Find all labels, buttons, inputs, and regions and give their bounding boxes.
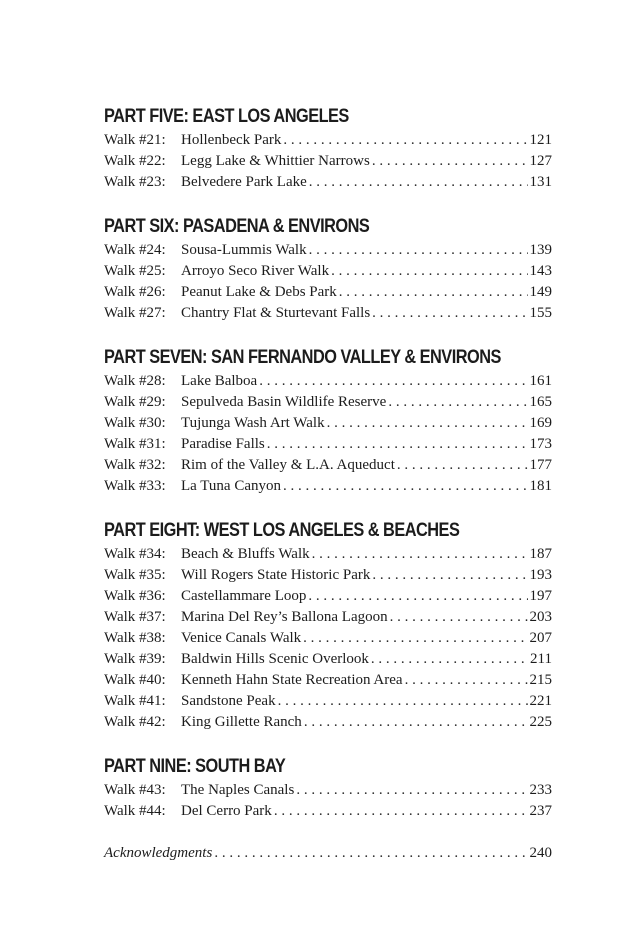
page-number: 169	[529, 415, 552, 431]
toc-entry[interactable]	[104, 371, 552, 392]
toc-entry[interactable]	[104, 172, 552, 193]
part-title: PART EIGHT: WEST LOS ANGELES & BEACHES	[104, 520, 460, 541]
walk-title: Belvedere Park Lake	[181, 174, 307, 190]
dot-leader	[308, 586, 527, 607]
walk-title: Baldwin Hills Scenic Overlook	[181, 651, 369, 667]
toc-entry[interactable]	[104, 130, 552, 151]
walk-number: Walk #26:	[104, 284, 166, 300]
walk-title: Tujunga Wash Art Walk	[181, 415, 325, 431]
walk-title: Legg Lake & Whittier Narrows	[181, 153, 370, 169]
toc-entry[interactable]	[104, 586, 552, 607]
toc-entry[interactable]	[104, 670, 552, 691]
toc-entry[interactable]	[104, 565, 552, 586]
walk-title: King Gillette Ranch	[181, 714, 302, 730]
toc-entry[interactable]	[104, 282, 552, 303]
page-number: 187	[529, 546, 552, 562]
toc-entry[interactable]	[104, 544, 552, 565]
toc-entry[interactable]	[104, 151, 552, 172]
dot-leader	[405, 670, 528, 691]
page-number: 127	[529, 153, 552, 169]
page-number: 165	[529, 394, 552, 410]
toc-entry[interactable]	[104, 261, 552, 282]
walk-number: Walk #42:	[104, 714, 166, 730]
dot-leader	[278, 691, 528, 712]
walk-title: Lake Balboa	[181, 373, 258, 389]
walk-number: Walk #38:	[104, 630, 166, 646]
page-number: 215	[529, 672, 552, 688]
page-number: 155	[529, 305, 552, 321]
walk-number: Walk #43:	[104, 782, 166, 798]
dot-leader	[390, 607, 528, 628]
toc-entry[interactable]	[104, 801, 552, 822]
page-number: 149	[529, 284, 552, 300]
walk-title: Rim of the Valley & L.A. Aqueduct	[181, 457, 395, 473]
page-number: 197	[529, 588, 552, 604]
dot-leader	[372, 303, 527, 324]
walk-number: Walk #37:	[104, 609, 166, 625]
walk-number: Walk #28:	[104, 373, 166, 389]
walk-title: Castellammare Loop	[181, 588, 307, 604]
toc-part	[104, 214, 552, 324]
dot-leader	[267, 434, 528, 455]
walk-number: Walk #36:	[104, 588, 166, 604]
toc-entry[interactable]	[104, 691, 552, 712]
walk-title: Kenneth Hahn State Recreation Area	[181, 672, 403, 688]
walk-title: Will Rogers State Historic Park	[181, 567, 371, 583]
toc-entry-acknowledgments[interactable]	[104, 843, 552, 864]
toc-part	[104, 754, 552, 822]
dot-leader	[303, 628, 527, 649]
toc-entry[interactable]	[104, 240, 552, 261]
part-title: PART NINE: SOUTH BAY	[104, 756, 286, 777]
page-number: 221	[529, 693, 552, 709]
walk-number: Walk #22:	[104, 153, 166, 169]
table-of-contents	[104, 104, 552, 864]
walk-number: Walk #41:	[104, 693, 166, 709]
page-number: 193	[529, 567, 552, 583]
page-number: 181	[529, 478, 552, 494]
part-title: PART SIX: PASADENA & ENVIRONS	[104, 216, 370, 237]
toc-entry[interactable]	[104, 649, 552, 670]
toc-entry[interactable]	[104, 712, 552, 733]
walk-title: Del Cerro Park	[181, 803, 272, 819]
toc-entry[interactable]	[104, 392, 552, 413]
toc-entry[interactable]	[104, 303, 552, 324]
dot-leader	[296, 780, 527, 801]
walk-title: Chantry Flat & Sturtevant Falls	[181, 305, 371, 321]
dot-leader	[283, 476, 527, 497]
walk-title: Venice Canals Walk	[181, 630, 302, 646]
dot-leader	[274, 801, 528, 822]
walk-title: Peanut Lake & Debs Park	[181, 284, 337, 300]
page-number: 233	[529, 782, 552, 798]
page-number: 177	[529, 457, 552, 473]
walk-number: Walk #23:	[104, 174, 166, 190]
walk-title: Sousa-Lummis Walk	[181, 242, 307, 258]
dot-leader	[304, 712, 528, 733]
page-number: 173	[529, 436, 552, 452]
page-number: 211	[530, 651, 552, 667]
dot-leader	[339, 282, 528, 303]
walk-title: Hollenbeck Park	[181, 132, 282, 148]
dot-leader	[309, 172, 528, 193]
page-number: 237	[529, 803, 552, 819]
walk-number: Walk #40:	[104, 672, 166, 688]
toc-entry[interactable]	[104, 780, 552, 801]
walk-number: Walk #33:	[104, 478, 166, 494]
dot-leader	[327, 413, 528, 434]
dot-leader	[331, 261, 527, 282]
dot-leader	[259, 371, 527, 392]
walk-number: Walk #21:	[104, 132, 166, 148]
dot-leader	[309, 240, 528, 261]
dot-leader	[372, 151, 528, 172]
dot-leader	[283, 130, 527, 151]
toc-entry[interactable]	[104, 607, 552, 628]
walk-title: The Naples Canals	[181, 782, 295, 798]
walk-number: Walk #44:	[104, 803, 166, 819]
toc-entry[interactable]	[104, 455, 552, 476]
dot-leader	[371, 649, 528, 670]
dot-leader	[214, 843, 527, 864]
toc-part	[104, 104, 552, 193]
walk-number: Walk #29:	[104, 394, 166, 410]
walk-number: Walk #39:	[104, 651, 166, 667]
page-number: 207	[529, 630, 552, 646]
walk-title: Sandstone Peak	[181, 693, 276, 709]
walk-title: Marina Del Rey’s Ballona Lagoon	[181, 609, 388, 625]
walk-number: Walk #35:	[104, 567, 166, 583]
page-number: 240	[529, 845, 552, 861]
walk-number: Walk #24:	[104, 242, 166, 258]
page-number: 121	[529, 132, 552, 148]
dot-leader	[388, 392, 527, 413]
walk-number: Walk #32:	[104, 457, 166, 473]
dot-leader	[312, 544, 528, 565]
part-title: PART FIVE: EAST LOS ANGELES	[104, 106, 349, 127]
walk-title: Arroyo Seco River Walk	[181, 263, 330, 279]
walk-number: Walk #25:	[104, 263, 166, 279]
toc-entry[interactable]	[104, 434, 552, 455]
dot-leader	[372, 565, 527, 586]
walk-number: Walk #27:	[104, 305, 166, 321]
toc-part	[104, 518, 552, 733]
walk-number: Walk #30:	[104, 415, 166, 431]
walk-title: Beach & Bluffs Walk	[181, 546, 310, 562]
walk-number: Walk #31:	[104, 436, 166, 452]
acknowledgments-title: Acknowledgments	[104, 845, 213, 861]
page-number: 203	[529, 609, 552, 625]
page-number: 161	[529, 373, 552, 389]
walk-title: La Tuna Canyon	[181, 478, 282, 494]
walk-number: Walk #34:	[104, 546, 166, 562]
toc-entry[interactable]	[104, 413, 552, 434]
page-number: 225	[529, 714, 552, 730]
page-number: 139	[529, 242, 552, 258]
toc-entry[interactable]	[104, 476, 552, 497]
walk-title: Sepulveda Basin Wildlife Reserve	[181, 394, 387, 410]
page-number: 143	[529, 263, 552, 279]
part-title: PART SEVEN: SAN FERNANDO VALLEY & ENVIRONS	[104, 347, 501, 368]
toc-entry[interactable]	[104, 628, 552, 649]
walk-title: Paradise Falls	[181, 436, 265, 452]
dot-leader	[397, 455, 528, 476]
toc-part	[104, 345, 552, 497]
page-number: 131	[529, 174, 552, 190]
